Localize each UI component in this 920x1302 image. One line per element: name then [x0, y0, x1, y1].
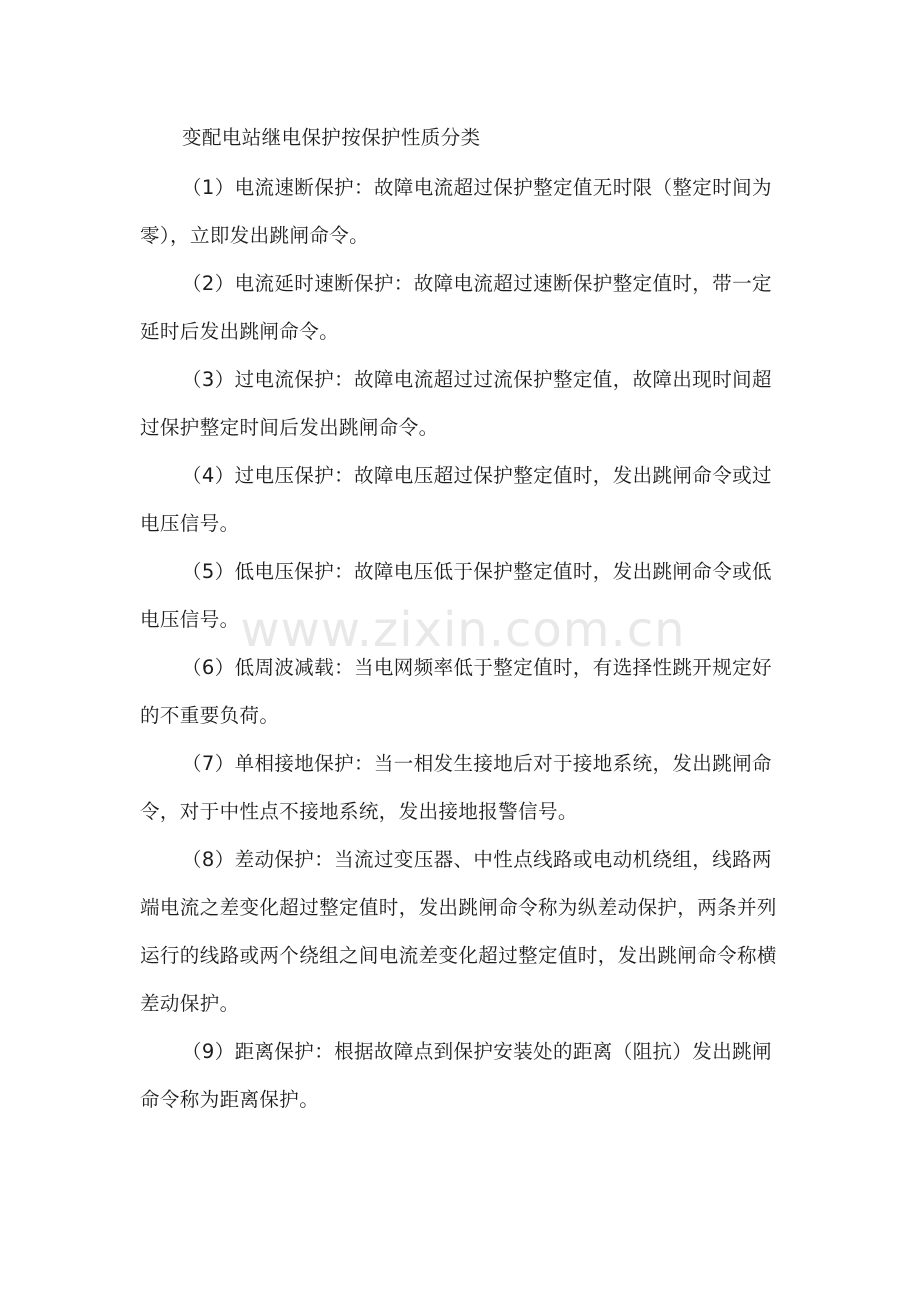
document-title: 变配电站继电保护按保护性质分类: [182, 126, 481, 149]
paragraph-under-frequency: （6）低周波减载：当电网频率低于整定值时，有选择性跳开规定好的不重要负荷。: [140, 656, 772, 727]
watermark: www.zixin.com.cn: [240, 602, 686, 658]
document-body: [140, 118, 782, 1124]
paragraph-differential: （8）差动保护：当流过变压器、中性点线路或电动机绕组，线路两端电流之差变化超过整定值时，发出跳闸命令称为纵差动保护，两条并列运行的线路或两个绕组之间电流差变化超过整定值时，发出跳闸命令称横差动保护。: [140, 848, 777, 1015]
paragraph-current-time-delay: （2）电流延时速断保护：故障电流超过速断保护整定值时，带一定延时后发出跳闸命令。: [140, 272, 772, 343]
paragraph-overvoltage: （4）过电压保护：故障电压超过保护整定值时，发出跳闸命令或过电压信号。: [140, 464, 772, 535]
paragraph-single-phase-ground: （7）单相接地保护：当一相发生接地后对于接地系统，发出跳闸命令，对于中性点不接地系统，发出接地报警信号。: [140, 752, 772, 823]
paragraph-current-instantaneous: （1）电流速断保护：故障电流超过保护整定值无时限（整定时间为零），立即发出跳闸命令。: [140, 176, 772, 247]
paragraph-overcurrent: （3）过电流保护：故障电流超过过流保护整定值，故障出现时间超过保护整定时间后发出跳闸命令。: [140, 368, 772, 439]
paragraph-distance: （9）距离保护：根据故障点到保护安装处的距离（阻抗）发出跳闸命令称为距离保护。: [140, 1040, 772, 1111]
paragraph-undervoltage: （5）低电压保护：故障电压低于保护整定值时，发出跳闸命令或低电压信号。: [140, 560, 772, 631]
